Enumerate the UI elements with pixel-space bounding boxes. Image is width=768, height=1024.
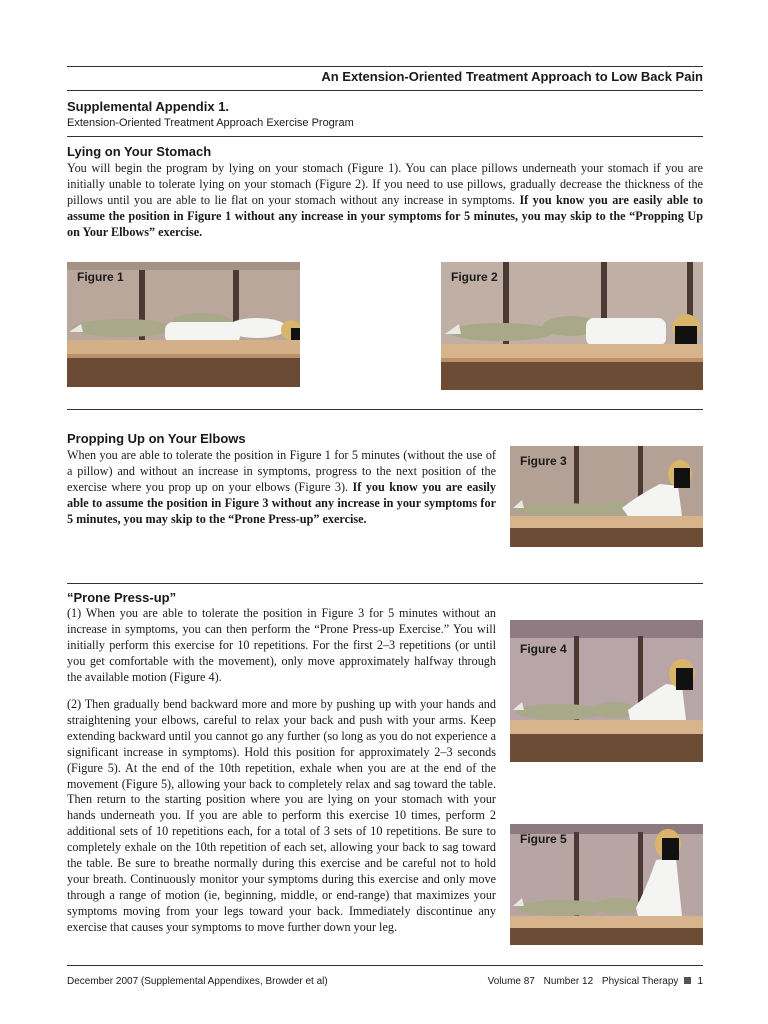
- top-rule: [67, 66, 703, 67]
- figure-1-label: Figure 1: [77, 270, 124, 284]
- figure-2-photo: [441, 262, 703, 390]
- figure-5-photo: [510, 824, 703, 945]
- section2-rule: [67, 583, 703, 584]
- propping-bold-text: If you know you are easily able to assume the position in Figure 3 without any increase in your symptoms for 5 minutes, you may skip to the “Prone Press-up” exercise.: [67, 479, 496, 526]
- figure-4-label: Figure 4: [520, 642, 567, 656]
- appendix-rule: [67, 136, 703, 137]
- section-heading-press-up: “Prone Press-up”: [67, 590, 177, 605]
- figure-1-photo: [67, 262, 300, 387]
- lying-text: You will begin the program by lying on your stomach (Figure 1). You can place pillows underneath your stomach if you are initially unable to tolerate lying on your stomach (Figure 2). If you need to use pillows, gradually decrease the thickness of the pillows until you are able to lie flat on your stomach without any increase in symptoms.: [67, 161, 703, 207]
- footer-journal: Physical Therapy: [601, 976, 679, 987]
- section-heading-propping: Propping Up on Your Elbows: [67, 431, 246, 446]
- figure-4-photo: [510, 620, 703, 762]
- section-text-propping: [67, 448, 496, 528]
- propping-text: When you are able to tolerate the position in Figure 1 for 5 minutes (without the use of a pillow) and without an increase in symptoms, progress to the next position of the exercise where you prop up on your elbows (Figure 3).: [67, 448, 496, 494]
- press-up-para-2: (2) Then gradually bend backward more and more by pushing up with your hands and straightening your elbows, careful to relax your back and push with your arms. Keep extending backward until you cannot go any further (so long as you do not experience a significant increase in symptoms). Hold this position for approximately 2–3 seconds (Figure 5). At the end of the 10th repetition, exhale when you are at the end of the movement (Figure 5), allowing your back to completely relax and sag toward the table. Then return to the starting position where you are lying on your stomach with your hands underneath you. If you are able to perform this exercise 10 times, perform 2 additional sets of 10 repetitions each, for a total of 3 sets of 10 repetitions. Be sure to completely exhale on the 10th repetition of each set, allowing your back to sag toward the table. Be sure to breathe normally during this exercise and be careful not to hold your breath. Continuously monitor your symptoms during this exercise and only move through a range of motion (ie, beginning, middle, or end-range) that maximizes your symptoms moving from your legs toward your back. Immediately discontinue any exercise that causes your symptoms to move further down your leg.: [67, 697, 496, 934]
- footer-rule: [67, 965, 703, 966]
- figure-2-label: Figure 2: [451, 270, 498, 284]
- footer-number: Number 12: [543, 976, 594, 987]
- square-bullet-icon: [684, 977, 691, 984]
- footer-page-number: 1: [697, 976, 703, 987]
- section1-rule: [67, 409, 703, 410]
- press-up-para-1: (1) When you are able to tolerate the position in Figure 3 for 5 minutes without an increase in symptoms, you can then perform the “Prone Press-up Exercise.” You will initially perform this exercise for 10 repetitions. For the first 2–3 repetitions (or until you get comfortable with the movement), only move approximately halfway through the available motion (Figure 4).: [67, 606, 496, 684]
- section-heading-lying: Lying on Your Stomach: [67, 144, 212, 159]
- footer-citation: December 2007 (Supplemental Appendixes, Browder et al): [67, 976, 328, 987]
- figure-3-photo: [510, 446, 703, 547]
- figure-3-label: Figure 3: [520, 454, 567, 468]
- section-text-lying: [67, 161, 703, 241]
- footer-journal-info: [482, 976, 703, 987]
- running-title: An Extension-Oriented Treatment Approach to Low Back Pain: [321, 69, 703, 84]
- header-rule: [67, 90, 703, 91]
- appendix-subtitle: Extension-Oriented Treatment Approach Exercise Program: [67, 117, 354, 129]
- lying-bold-text: If you know you are easily able to assume the position in Figure 1 without any increase in your symptoms for 5 minutes, you may skip to the “Propping Up on Your Elbows” exercise.: [67, 192, 703, 239]
- footer-volume: Volume 87: [487, 976, 535, 987]
- appendix-title: Supplemental Appendix 1.: [67, 99, 230, 114]
- figure-5-label: Figure 5: [520, 832, 567, 846]
